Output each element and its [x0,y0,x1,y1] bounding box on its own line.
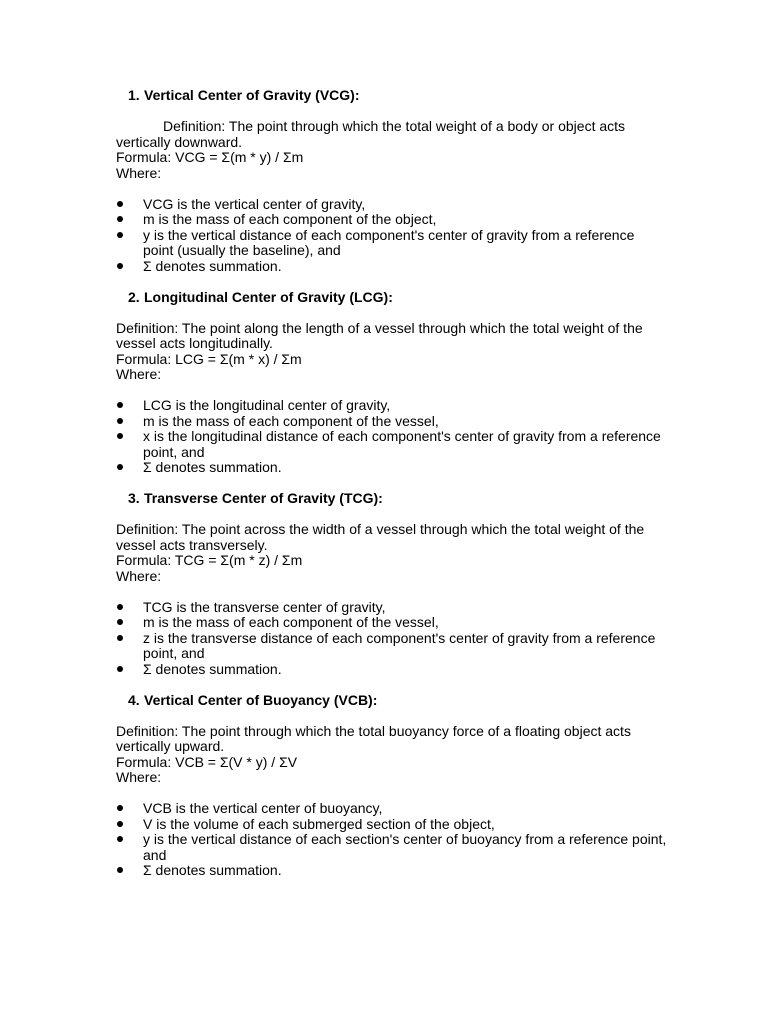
bullet-dot-icon [117,867,123,873]
section-bullet-list [116,398,668,476]
section-bullet-list [116,197,668,275]
list-item [116,414,668,430]
section-title: Transverse Center of Gravity (TCG): [144,490,383,506]
list-item-text: m is the mass of each component of the object, [143,211,437,227]
bullet-dot-icon [117,232,123,238]
bullet-dot-icon [117,201,123,207]
section-formula: Formula: LCG = Σ(m * x) / Σm [116,350,302,367]
section-where: Where: [116,366,162,382]
section-definition: Definition: The point across the width of a vessel through which the total weight of the vessel acts transversely. [116,521,645,553]
bullet-dot-icon [117,216,123,222]
section-lcg [116,290,668,476]
section-number: 2. [128,288,140,305]
section-formula: Formula: TCG = Σ(m * z) / Σm [116,552,303,568]
section-number: 1. [128,87,140,103]
list-item [116,801,668,817]
list-item-text: z is the transverse distance of each component's center of gravity from a reference point, and [143,629,656,661]
list-item [116,429,668,460]
section-where: Where: [116,567,162,584]
section-number: 4. [128,691,140,708]
bullet-dot-icon [117,666,123,672]
list-item-text: TCG is the transverse center of gravity, [143,598,386,615]
list-item [116,863,668,879]
list-item-text: Σ denotes summation. [143,862,282,878]
bullet-dot-icon [117,836,123,842]
list-item [116,212,668,228]
section-definition: Definition: The point through which the total buoyancy force of a floating object acts vertically upward. [116,722,631,754]
list-item [116,600,668,616]
list-item-text: Σ denotes summation. [143,459,282,475]
list-item [116,662,668,678]
bullet-dot-icon [117,619,123,625]
list-item [116,259,668,275]
bullet-dot-icon [117,402,123,408]
section-bullet-list [116,801,668,879]
section-heading [128,290,668,306]
section-formula: Formula: VCB = Σ(V * y) / ΣV [116,753,298,770]
list-item-text: Σ denotes summation. [143,257,282,274]
section-vcb [116,693,668,879]
section-heading [128,491,668,507]
list-item-text: V is the volume of each submerged section of the object, [143,815,495,832]
list-item [116,615,668,631]
list-item [116,817,668,833]
bullet-dot-icon [117,464,123,470]
section-vcg [116,88,668,274]
section-definition: Definition: The point along the length of a vessel through which the total weight of the vessel acts longitudinally. [116,319,643,351]
list-item-text: y is the vertical distance of each component's center of gravity from a reference point (usually the baseline), and [143,226,635,258]
list-item-text: VCB is the vertical center of buoyancy, [143,800,383,816]
list-item-text: VCG is the vertical center of gravity, [143,195,366,212]
bullet-dot-icon [117,433,123,439]
list-item [116,398,668,414]
list-item [116,460,668,476]
list-item-text: LCG is the longitudinal center of gravity, [143,397,391,413]
section-where: Where: [116,164,162,181]
list-item-text: m is the mass of each component of the vessel, [143,614,439,630]
bullet-dot-icon [117,418,123,424]
section-title: Vertical Center of Gravity (VCG): [144,87,360,103]
bullet-dot-icon [117,635,123,641]
list-item-text: x is the longitudinal distance of each component's center of gravity from a reference point, and [143,428,661,460]
bullet-dot-icon [117,263,123,269]
list-item [116,832,668,863]
section-title: Longitudinal Center of Gravity (LCG): [144,288,393,305]
list-item [116,197,668,213]
bullet-dot-icon [117,821,123,827]
section-heading [128,693,668,709]
section-where: Where: [116,769,162,785]
section-formula: Formula: VCG = Σ(m * y) / Σm [116,149,304,165]
list-item-text: m is the mass of each component of the vessel, [143,412,439,429]
list-item-text: y is the vertical distance of each section's center of buoyancy from a reference point, and [143,831,667,863]
section-tcg [116,491,668,677]
section-number: 3. [128,490,140,506]
section-bullet-list [116,600,668,678]
bullet-dot-icon [117,604,123,610]
section-title: Vertical Center of Buoyancy (VCB): [144,691,378,708]
list-item [116,228,668,259]
bullet-dot-icon [117,805,123,811]
list-item-text: Σ denotes summation. [143,660,282,677]
section-definition: Definition: The point through which the total weight of a body or object acts vertically downward. [116,118,626,150]
section-heading [128,88,668,104]
list-item [116,631,668,662]
